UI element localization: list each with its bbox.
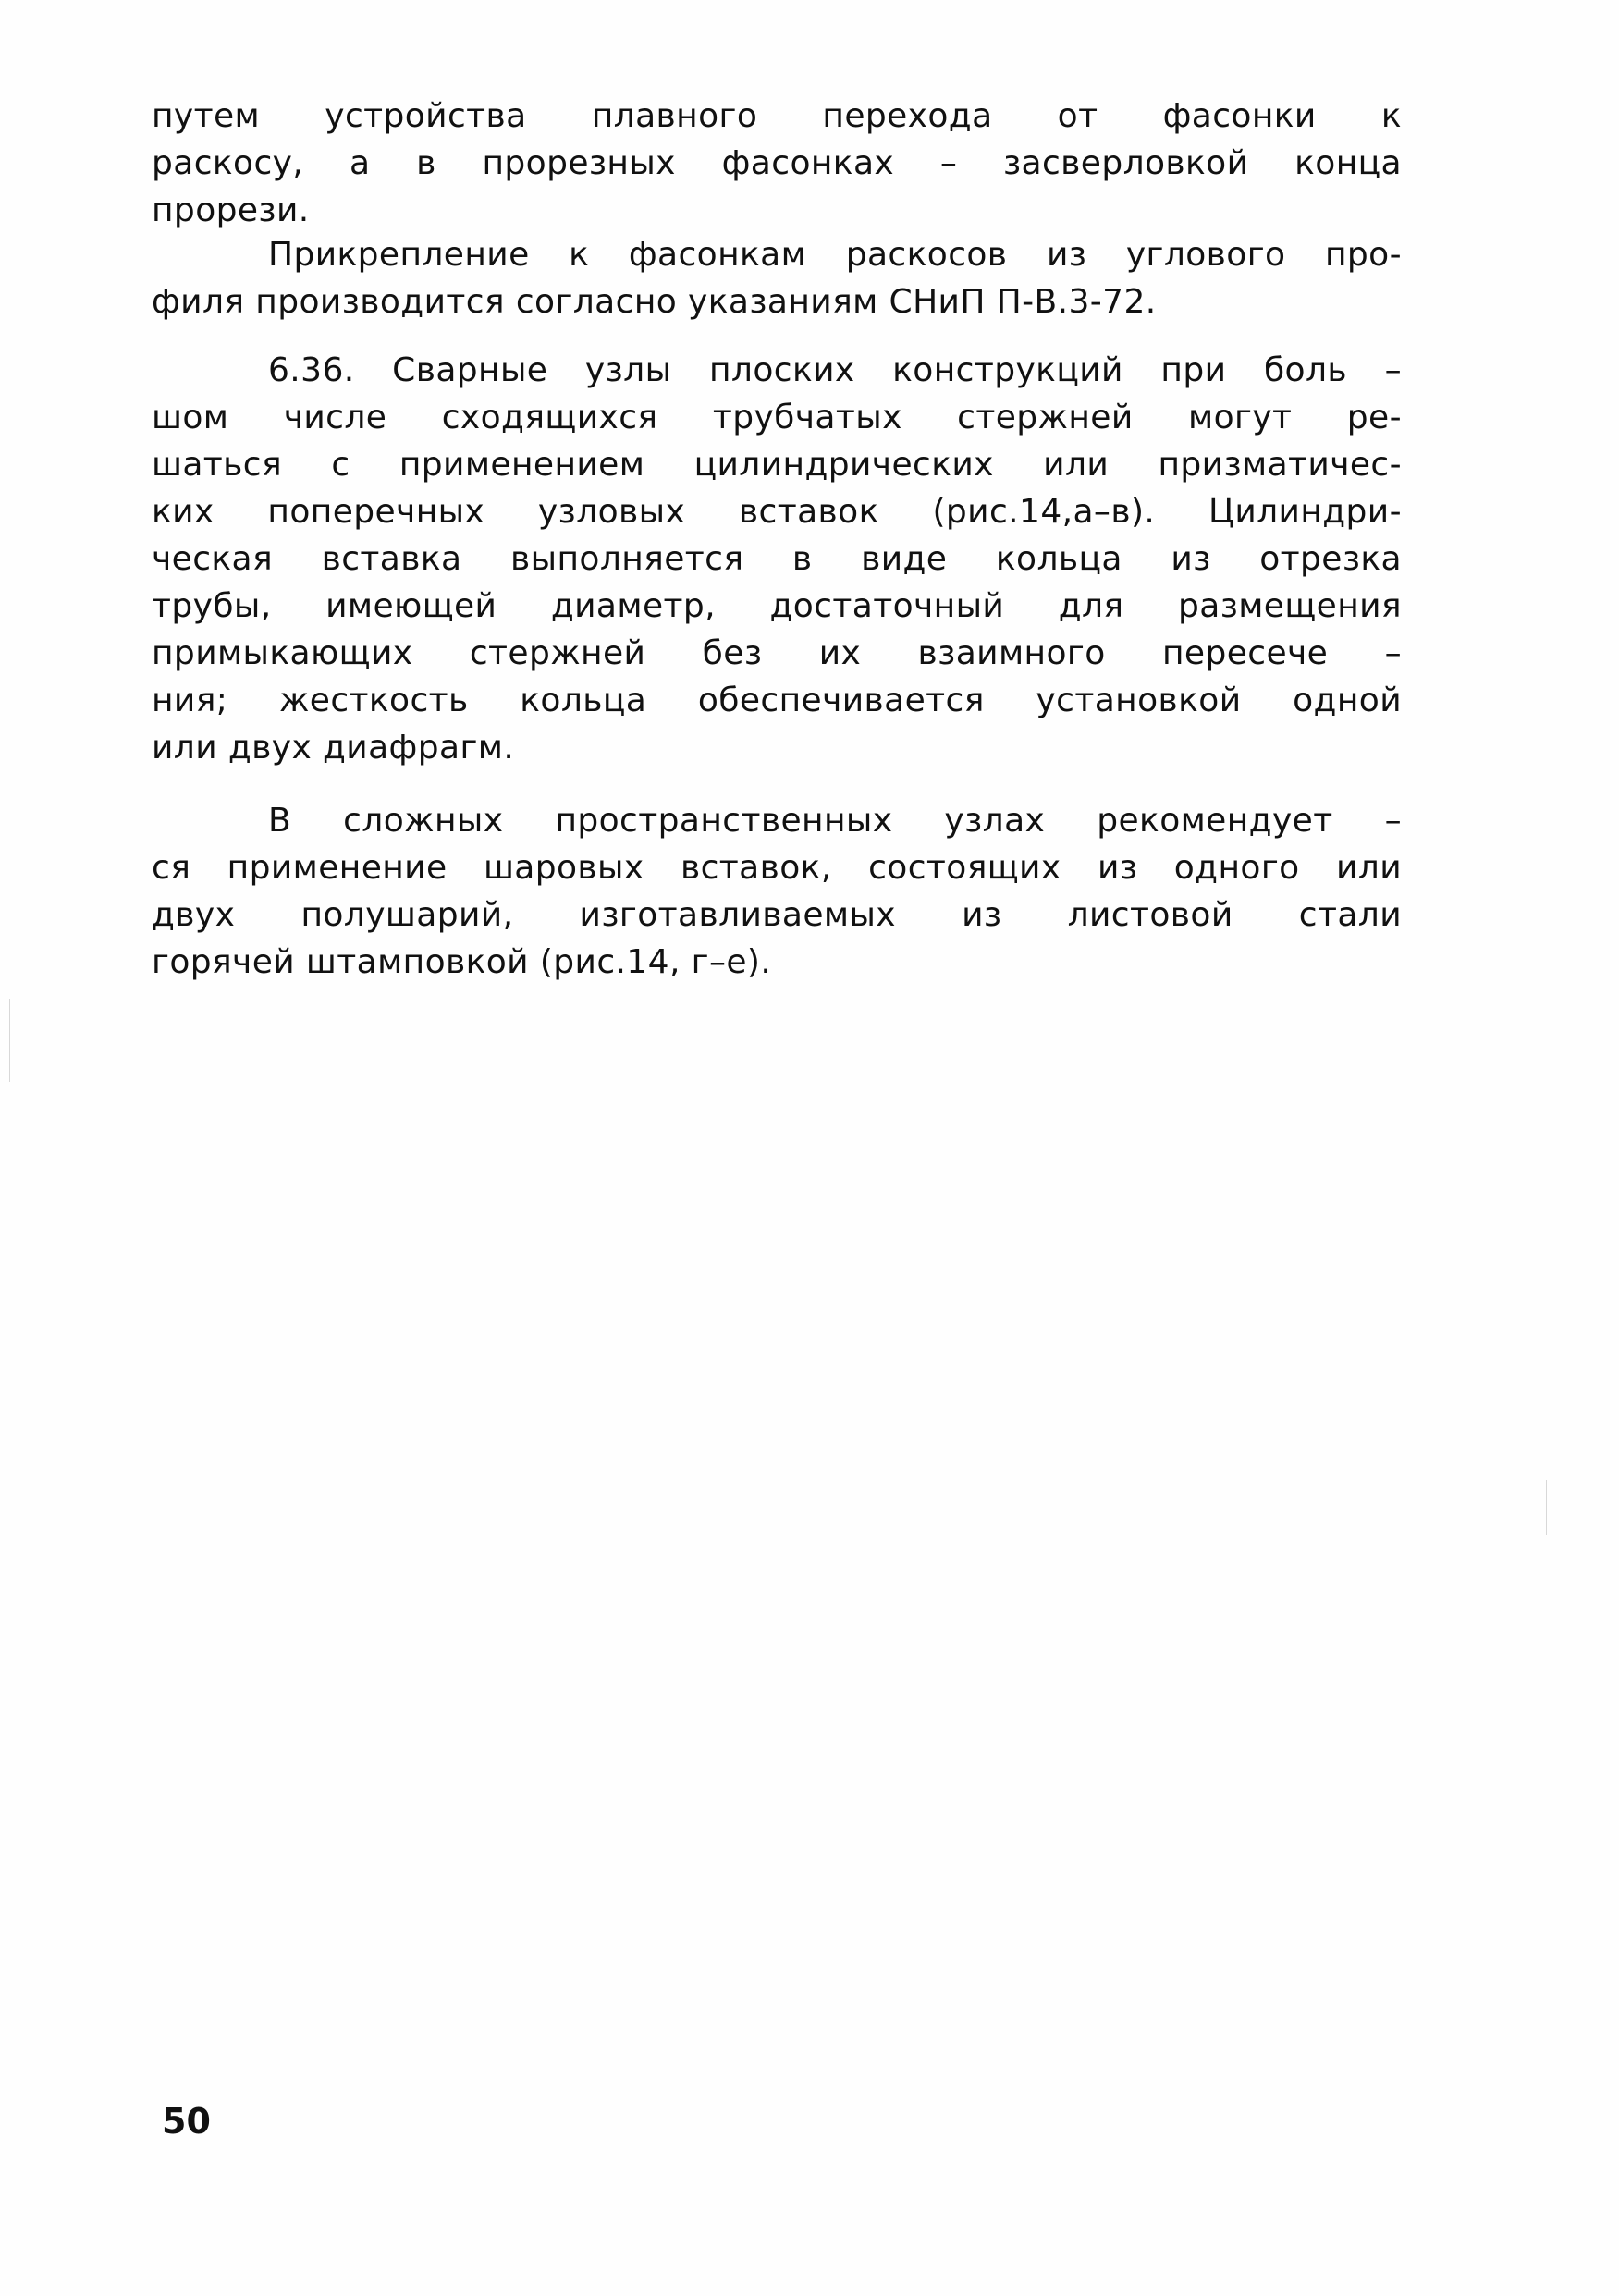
text-line: ния; жесткость кольца обеспечивается установкой одной [152,681,1402,719]
paragraph-continuation [152,92,1402,234]
text-line: филя производится согласно указаниям СНиП П-В.3-72. [152,283,1157,321]
text-line: путем устройства плавного перехода от фасонки к [152,97,1402,135]
scan-artifact-line [9,999,10,1082]
text-line: двух полушарий, изготавливаемых из листовой стали [152,896,1402,934]
text-line: ких поперечных узловых вставок (рис.14,а–в). Цилиндри- [152,493,1402,531]
text-line: В сложных пространственных узлах рекомендует – [268,802,1402,840]
text-line: шом числе сходящихся трубчатых стержней могут ре- [152,399,1402,436]
paragraph-section-6-36 [152,347,1402,771]
text-line: шаться с применением цилиндрических или призматичес- [152,446,1402,484]
text-line: ческая вставка выполняется в виде кольца из отрезка [152,540,1402,578]
text-line: прорези. [152,191,310,229]
text-line: Прикрепление к фасонкам раскосов из углового про- [268,236,1402,274]
text-line: горячей штамповкой (рис.14, г–е). [152,943,772,981]
page-number: 50 [162,2101,211,2142]
paragraph-attachment [152,231,1402,325]
text-line: 6.36. Сварные узлы плоских конструкций при боль – [268,351,1402,389]
text-line: или двух диафрагм. [152,729,515,767]
scan-artifact-line [1546,1480,1547,1535]
text-line: раскосу, а в прорезных фасонках – засверловкой конца [152,144,1402,182]
text-line: примыкающих стержней без их взаимного пересече – [152,634,1402,672]
text-line: трубы, имеющей диаметр, достаточный для размещения [152,587,1402,625]
text-line: ся применение шаровых вставок, состоящих из одного или [152,849,1402,887]
paragraph-spherical-inserts [152,797,1402,986]
